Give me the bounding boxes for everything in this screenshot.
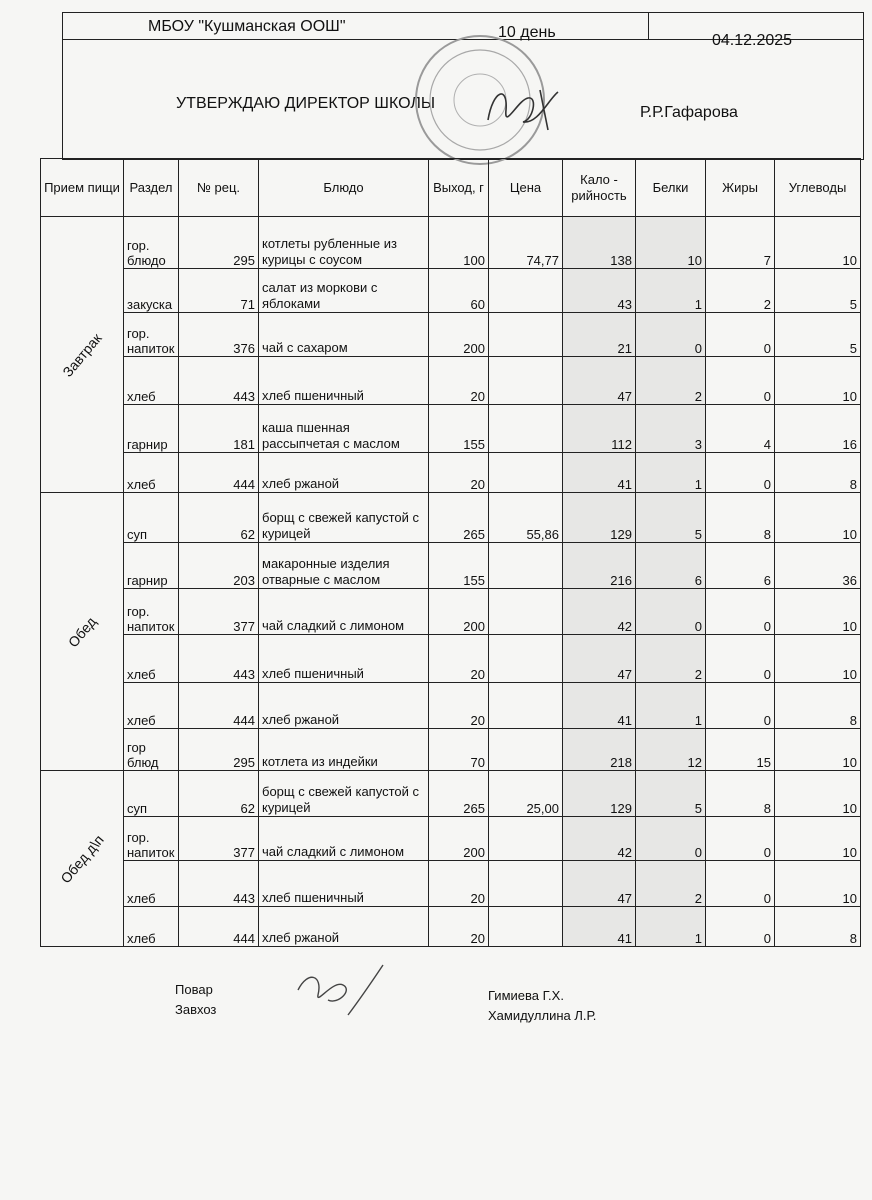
dish-cell: хлеб пшеничный [259, 861, 429, 907]
header-date-divider [648, 12, 649, 40]
carbs-cell: 5 [775, 269, 861, 313]
price-cell [489, 683, 563, 729]
supply-name: Хамидуллина Л.Р. [488, 1008, 597, 1023]
price-cell [489, 635, 563, 683]
recipe-cell: 377 [179, 589, 259, 635]
dish-cell: хлеб пшеничный [259, 635, 429, 683]
meal-name: Обед [64, 613, 100, 650]
cook-signature-icon [288, 960, 398, 1030]
proteins-cell: 2 [636, 357, 706, 405]
output-cell: 70 [429, 729, 489, 771]
col-output: Выход, г [429, 159, 489, 217]
section-cell: гор блюд [124, 729, 179, 771]
meal-name-cell [41, 771, 124, 947]
fats-cell: 15 [706, 729, 775, 771]
price-cell [489, 589, 563, 635]
section-cell: гор. напиток [124, 817, 179, 861]
carbs-cell: 10 [775, 357, 861, 405]
output-cell: 155 [429, 543, 489, 589]
calories-cell: 47 [563, 861, 636, 907]
calories-cell: 129 [563, 771, 636, 817]
recipe-cell: 376 [179, 313, 259, 357]
carbs-cell: 8 [775, 453, 861, 493]
table-row [41, 907, 861, 947]
fats-cell: 0 [706, 907, 775, 947]
calories-cell: 138 [563, 217, 636, 269]
table-row [41, 313, 861, 357]
table-row [41, 771, 861, 817]
output-cell: 20 [429, 861, 489, 907]
proteins-cell: 1 [636, 907, 706, 947]
col-proteins: Белки [636, 159, 706, 217]
recipe-cell: 443 [179, 357, 259, 405]
carbs-cell: 8 [775, 907, 861, 947]
proteins-cell: 1 [636, 269, 706, 313]
section-cell: гор. напиток [124, 589, 179, 635]
recipe-cell: 444 [179, 683, 259, 729]
price-cell [489, 729, 563, 771]
recipe-cell: 444 [179, 907, 259, 947]
fats-cell: 0 [706, 313, 775, 357]
proteins-cell: 3 [636, 405, 706, 453]
output-cell: 60 [429, 269, 489, 313]
dish-cell: хлеб ржаной [259, 907, 429, 947]
dish-cell: борщ с свежей капустой с курицей [259, 771, 429, 817]
calories-cell: 47 [563, 635, 636, 683]
table-row [41, 861, 861, 907]
proteins-cell: 10 [636, 217, 706, 269]
table-row [41, 357, 861, 405]
table-header-row [41, 159, 861, 217]
recipe-cell: 377 [179, 817, 259, 861]
section-cell: хлеб [124, 357, 179, 405]
carbs-cell: 10 [775, 493, 861, 543]
table-row [41, 589, 861, 635]
section-cell: суп [124, 771, 179, 817]
section-cell: хлеб [124, 635, 179, 683]
menu-table [40, 158, 861, 947]
carbs-cell: 10 [775, 861, 861, 907]
table-row [41, 543, 861, 589]
section-cell: хлеб [124, 453, 179, 493]
table-row [41, 453, 861, 493]
col-recipe: № рец. [179, 159, 259, 217]
output-cell: 200 [429, 817, 489, 861]
calories-cell: 42 [563, 817, 636, 861]
recipe-cell: 181 [179, 405, 259, 453]
calories-cell: 112 [563, 405, 636, 453]
price-cell: 55,86 [489, 493, 563, 543]
carbs-cell: 8 [775, 683, 861, 729]
calories-cell: 47 [563, 357, 636, 405]
calories-cell: 216 [563, 543, 636, 589]
price-cell [489, 269, 563, 313]
calories-cell: 43 [563, 269, 636, 313]
fats-cell: 0 [706, 861, 775, 907]
carbs-cell: 16 [775, 405, 861, 453]
dish-cell: салат из моркови с яблоками [259, 269, 429, 313]
col-price: Цена [489, 159, 563, 217]
col-calories: Кало - рийность [563, 159, 636, 217]
fats-cell: 0 [706, 683, 775, 729]
recipe-cell: 444 [179, 453, 259, 493]
section-cell: закуска [124, 269, 179, 313]
carbs-cell: 10 [775, 729, 861, 771]
calories-cell: 41 [563, 683, 636, 729]
school-name: МБОУ "Кушманская ООШ" [148, 18, 346, 35]
output-cell: 20 [429, 635, 489, 683]
fats-cell: 0 [706, 453, 775, 493]
output-cell: 265 [429, 771, 489, 817]
recipe-cell: 295 [179, 729, 259, 771]
supply-label: Завхоз [175, 1002, 217, 1017]
output-cell: 20 [429, 453, 489, 493]
proteins-cell: 2 [636, 861, 706, 907]
section-cell: хлеб [124, 861, 179, 907]
price-cell: 74,77 [489, 217, 563, 269]
col-dish: Блюдо [259, 159, 429, 217]
price-cell [489, 817, 563, 861]
table-row [41, 635, 861, 683]
fats-cell: 0 [706, 589, 775, 635]
day-number: 10 день [498, 24, 556, 41]
fats-cell: 2 [706, 269, 775, 313]
table-row [41, 217, 861, 269]
price-cell [489, 907, 563, 947]
table-row [41, 269, 861, 313]
calories-cell: 129 [563, 493, 636, 543]
dish-cell: чай сладкий с лимоном [259, 817, 429, 861]
carbs-cell: 10 [775, 589, 861, 635]
price-cell: 25,00 [489, 771, 563, 817]
fats-cell: 0 [706, 635, 775, 683]
price-cell [489, 453, 563, 493]
section-cell: гарнир [124, 543, 179, 589]
price-cell [489, 405, 563, 453]
price-cell [489, 313, 563, 357]
menu-date: 04.12.2025 [712, 32, 793, 49]
proteins-cell: 5 [636, 493, 706, 543]
proteins-cell: 5 [636, 771, 706, 817]
meal-name-cell [41, 493, 124, 771]
section-cell: хлеб [124, 683, 179, 729]
carbs-cell: 5 [775, 313, 861, 357]
price-cell [489, 357, 563, 405]
fats-cell: 0 [706, 357, 775, 405]
output-cell: 20 [429, 357, 489, 405]
calories-cell: 218 [563, 729, 636, 771]
table-row [41, 817, 861, 861]
dish-cell: борщ с свежей капустой с курицей [259, 493, 429, 543]
table-row [41, 683, 861, 729]
proteins-cell: 1 [636, 453, 706, 493]
fats-cell: 8 [706, 493, 775, 543]
carbs-cell: 10 [775, 217, 861, 269]
fats-cell: 6 [706, 543, 775, 589]
col-carbs: Углеводы [775, 159, 861, 217]
carbs-cell: 10 [775, 635, 861, 683]
fats-cell: 4 [706, 405, 775, 453]
fats-cell: 0 [706, 817, 775, 861]
dish-cell: котлета из индейки [259, 729, 429, 771]
output-cell: 265 [429, 493, 489, 543]
dish-cell: каша пшенная рассыпчетая с маслом [259, 405, 429, 453]
carbs-cell: 10 [775, 817, 861, 861]
approval-heading: УТВЕРЖДАЮ ДИРЕКТОР ШКОЛЫ [176, 95, 436, 112]
director-name: Р.Р.Гафарова [640, 104, 738, 121]
cook-name: Гимиева Г.Х. [488, 988, 564, 1003]
carbs-cell: 10 [775, 771, 861, 817]
dish-cell: хлеб ржаной [259, 453, 429, 493]
section-cell: хлеб [124, 907, 179, 947]
fats-cell: 7 [706, 217, 775, 269]
calories-cell: 41 [563, 453, 636, 493]
carbs-cell: 36 [775, 543, 861, 589]
table-row [41, 405, 861, 453]
section-cell: гор. напиток [124, 313, 179, 357]
price-cell [489, 543, 563, 589]
proteins-cell: 0 [636, 589, 706, 635]
output-cell: 100 [429, 217, 489, 269]
proteins-cell: 1 [636, 683, 706, 729]
output-cell: 20 [429, 907, 489, 947]
recipe-cell: 443 [179, 861, 259, 907]
col-fats: Жиры [706, 159, 775, 217]
proteins-cell: 12 [636, 729, 706, 771]
fats-cell: 8 [706, 771, 775, 817]
meal-name-cell [41, 217, 124, 493]
proteins-cell: 2 [636, 635, 706, 683]
proteins-cell: 0 [636, 817, 706, 861]
cook-label: Повар [175, 982, 213, 997]
output-cell: 155 [429, 405, 489, 453]
dish-cell: хлеб ржаной [259, 683, 429, 729]
recipe-cell: 203 [179, 543, 259, 589]
section-cell: гор. блюдо [124, 217, 179, 269]
table-row [41, 729, 861, 771]
output-cell: 200 [429, 589, 489, 635]
recipe-cell: 295 [179, 217, 259, 269]
calories-cell: 21 [563, 313, 636, 357]
output-cell: 200 [429, 313, 489, 357]
dish-cell: хлеб пшеничный [259, 357, 429, 405]
section-cell: суп [124, 493, 179, 543]
proteins-cell: 6 [636, 543, 706, 589]
table-row [41, 493, 861, 543]
calories-cell: 42 [563, 589, 636, 635]
recipe-cell: 62 [179, 771, 259, 817]
proteins-cell: 0 [636, 313, 706, 357]
dish-cell: котлеты рубленные из курицы с соусом [259, 217, 429, 269]
meal-name: Обед д\п [57, 831, 107, 886]
recipe-cell: 62 [179, 493, 259, 543]
section-cell: гарнир [124, 405, 179, 453]
output-cell: 20 [429, 683, 489, 729]
col-meal: Прием пищи [41, 159, 124, 217]
dish-cell: чай с сахаром [259, 313, 429, 357]
director-signature-icon [478, 80, 568, 140]
dish-cell: чай сладкий с лимоном [259, 589, 429, 635]
meal-name: Завтрак [59, 329, 105, 380]
calories-cell: 41 [563, 907, 636, 947]
col-section: Раздел [124, 159, 179, 217]
dish-cell: макаронные изделия отварные с маслом [259, 543, 429, 589]
recipe-cell: 71 [179, 269, 259, 313]
price-cell [489, 861, 563, 907]
recipe-cell: 443 [179, 635, 259, 683]
